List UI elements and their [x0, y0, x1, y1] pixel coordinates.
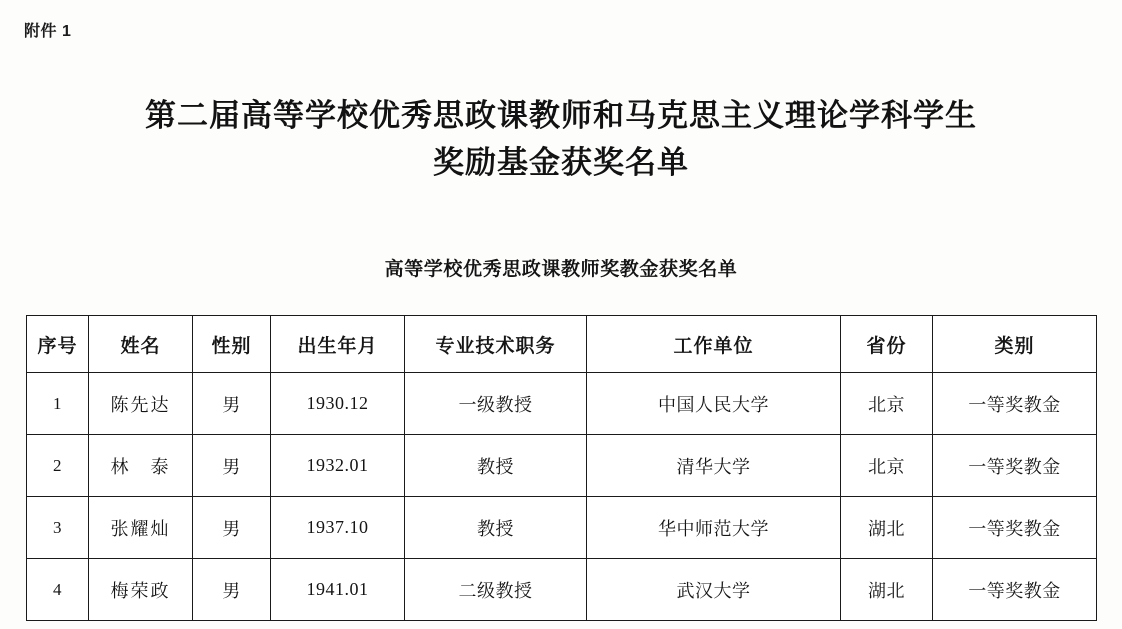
cell-birth: 1930.12	[271, 373, 405, 435]
cell-organization: 中国人民大学	[587, 373, 841, 435]
table-row	[27, 497, 1097, 559]
table-row	[27, 559, 1097, 621]
section-title: 高等学校优秀思政课教师奖教金获奖名单	[384, 259, 738, 280]
cell-birth: 1941.01	[271, 559, 405, 621]
cell-index: 2	[27, 435, 89, 497]
column-header-index: 序号	[27, 316, 89, 373]
cell-job-title: 一级教授	[405, 373, 587, 435]
document-title-line-1: 第二届高等学校优秀思政课教师和马克思主义理论学科学生	[145, 98, 977, 133]
cell-category: 一等奖教金	[933, 373, 1097, 435]
cell-job-title: 二级教授	[405, 559, 587, 621]
award-table	[26, 315, 1097, 621]
cell-category: 一等奖教金	[933, 435, 1097, 497]
cell-job-title: 教授	[405, 497, 587, 559]
cell-gender: 男	[193, 373, 271, 435]
column-header-province: 省份	[841, 316, 933, 373]
cell-organization: 清华大学	[587, 435, 841, 497]
column-header-organization: 工作单位	[587, 316, 841, 373]
cell-name: 张耀灿	[89, 497, 193, 559]
cell-category: 一等奖教金	[933, 559, 1097, 621]
document-title	[0, 92, 1122, 186]
cell-index: 1	[27, 373, 89, 435]
cell-index: 3	[27, 497, 89, 559]
column-header-job-title: 专业技术职务	[405, 316, 587, 373]
column-header-gender: 性别	[193, 316, 271, 373]
cell-province: 湖北	[841, 559, 933, 621]
column-header-name: 姓名	[89, 316, 193, 373]
cell-province: 北京	[841, 435, 933, 497]
award-table-container	[26, 315, 1096, 621]
cell-province: 北京	[841, 373, 933, 435]
attachment-label: 附件 1	[24, 23, 72, 40]
cell-organization: 武汉大学	[587, 559, 841, 621]
column-header-birth: 出生年月	[271, 316, 405, 373]
cell-birth: 1932.01	[271, 435, 405, 497]
column-header-category: 类别	[933, 316, 1097, 373]
document-title-line-2: 奖励基金获奖名单	[433, 145, 689, 180]
cell-organization: 华中师范大学	[587, 497, 841, 559]
cell-job-title: 教授	[405, 435, 587, 497]
cell-gender: 男	[193, 435, 271, 497]
table-row	[27, 435, 1097, 497]
cell-birth: 1937.10	[271, 497, 405, 559]
table-header-row	[27, 316, 1097, 373]
cell-gender: 男	[193, 497, 271, 559]
cell-gender: 男	[193, 559, 271, 621]
cell-name: 林 泰	[89, 435, 193, 497]
table-row	[27, 373, 1097, 435]
cell-category: 一等奖教金	[933, 497, 1097, 559]
cell-province: 湖北	[841, 497, 933, 559]
cell-name: 梅荣政	[89, 559, 193, 621]
cell-index: 4	[27, 559, 89, 621]
cell-name: 陈先达	[89, 373, 193, 435]
